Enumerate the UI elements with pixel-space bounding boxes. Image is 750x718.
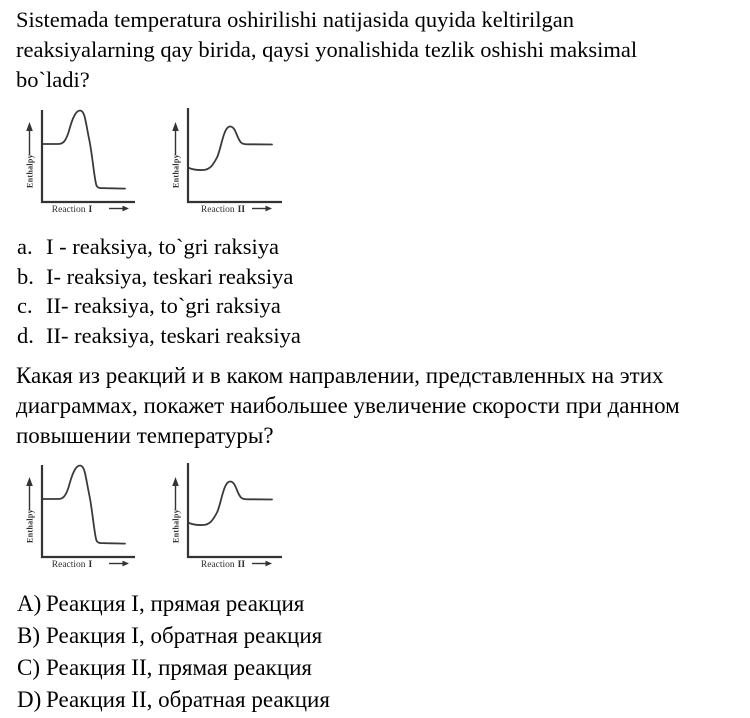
right-arrow-icon — [123, 206, 130, 212]
answer-options-russian — [0, 588, 740, 716]
option-letter: C) — [17, 655, 40, 680]
diagram-reaction-1 — [26, 110, 136, 215]
energy-profile-curve-1 — [43, 111, 125, 189]
diagram-reaction-1 — [26, 465, 136, 570]
energy-profile-curve-2 — [189, 482, 272, 526]
diagram-reaction-2 — [172, 463, 283, 570]
enthalpy-axis-label: Enthalpy — [171, 154, 181, 188]
question-line: reaksiyalarning qay birida, qaysi yonalishida tezlik oshishi maksimal — [16, 37, 638, 62]
option-letter: A) — [17, 591, 42, 616]
option-text: II- reaksiya, to`gri raksiya — [46, 293, 281, 318]
option-text: Реакция I, обратная реакция — [46, 623, 323, 648]
option-letter: B) — [17, 623, 40, 648]
option-text: Реакция I, прямая реакция — [46, 591, 305, 616]
reaction-2-label: Reaction II — [200, 560, 246, 570]
option-text: II- reaksiya, teskari reaksiya — [46, 322, 301, 348]
question-line: диаграммах, покажет наибольшее увеличение скорости при данном — [16, 393, 680, 418]
question-line: Sistemada temperatura oshirilishi natijasida quyida keltirilgan — [16, 7, 574, 32]
reaction-1-label: Reaction I — [51, 560, 93, 570]
up-arrow-icon — [26, 122, 33, 131]
diagram-reaction-2 — [172, 108, 283, 215]
up-arrow-icon — [172, 122, 179, 131]
enthalpy-diagrams-figure — [14, 458, 314, 583]
axes-reaction-2 — [188, 463, 282, 557]
option-text: Реакция II, прямая реакция — [46, 655, 313, 680]
enthalpy-diagrams-figure — [14, 103, 314, 228]
option-d — [0, 321, 740, 351]
enthalpy-axis-label: Enthalpy — [25, 509, 35, 543]
option-a-ru — [0, 588, 740, 620]
energy-profile-curve-2 — [189, 127, 272, 171]
option-text: I- reaksiya, teskari reaksiya — [46, 263, 294, 289]
right-arrow-icon — [266, 561, 273, 567]
option-c — [0, 291, 740, 321]
question-text-russian — [16, 361, 742, 451]
option-letter: b. — [17, 263, 34, 289]
reaction-1-label: Reaction I — [51, 205, 93, 215]
option-letter: d. — [17, 322, 34, 348]
question-line: Какая из реакций и в каком направлении, представленных на этих — [16, 363, 664, 388]
option-letter: c. — [17, 293, 33, 318]
energy-profile-curve-1 — [43, 466, 125, 544]
right-arrow-icon — [123, 561, 130, 567]
option-c-ru — [0, 652, 740, 684]
reaction-2-label: Reaction II — [200, 205, 246, 215]
option-b — [0, 262, 740, 292]
option-letter: D) — [17, 687, 42, 712]
option-d-ru — [0, 684, 740, 716]
option-letter: a. — [17, 234, 33, 259]
question-line: повышении температуры? — [16, 423, 274, 448]
answer-options-uzbek — [0, 232, 740, 350]
option-text: I - reaksiya, to`gri raksiya — [46, 234, 280, 259]
reaction-enthalpy-diagrams — [14, 103, 314, 228]
option-a — [0, 232, 740, 262]
enthalpy-axis-label: Enthalpy — [171, 509, 181, 543]
reaction-enthalpy-diagrams — [14, 458, 314, 583]
axes-reaction-2 — [188, 108, 282, 202]
enthalpy-axis-label: Enthalpy — [25, 154, 35, 188]
option-text: Реакция II, обратная реакция — [46, 687, 330, 712]
up-arrow-icon — [26, 477, 33, 486]
option-b-ru — [0, 620, 740, 652]
question-line: bo`ladi? — [16, 67, 90, 92]
up-arrow-icon — [172, 477, 179, 486]
question-text-uzbek — [16, 5, 742, 95]
right-arrow-icon — [266, 206, 273, 212]
